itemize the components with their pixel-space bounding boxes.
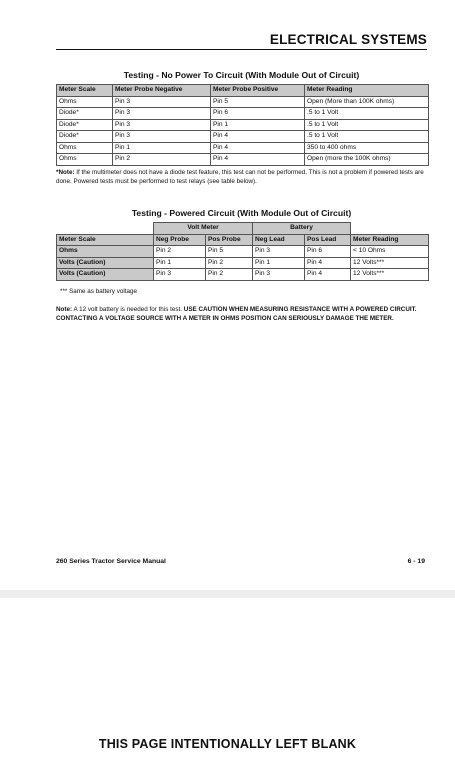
note-text: If the multimeter does not have a diode test feature, this test can not be performed. This is not a problem if powered tests are done. Powered tests must be performed to test relays (see table below). xyxy=(56,169,424,185)
table-group-row xyxy=(57,223,429,235)
table-cell: Pin 1 xyxy=(113,142,211,154)
table-cell: Pin 2 xyxy=(154,246,206,258)
column-header: Neg Lead xyxy=(253,234,305,246)
table-cell: Ohms xyxy=(57,142,113,154)
table-cell: Volts (Caution) xyxy=(57,269,154,281)
powered-test-table xyxy=(56,222,429,281)
table-row xyxy=(57,96,429,108)
caution-note xyxy=(56,306,427,323)
table-cell: Diode* xyxy=(57,108,113,120)
table-cell: Pin 4 xyxy=(305,257,351,269)
table-cell: Pin 3 xyxy=(113,108,211,120)
table-row xyxy=(57,119,429,131)
table-row xyxy=(57,142,429,154)
table-cell: Pin 3 xyxy=(253,269,305,281)
table-cell: Ohms xyxy=(57,246,154,258)
table-cell: .5 to 1 Volt xyxy=(305,108,429,120)
column-header: Meter Reading xyxy=(351,234,429,246)
table-cell: Ohms xyxy=(57,96,113,108)
table-cell: 12 Volts*** xyxy=(351,257,429,269)
column-header: Meter Scale xyxy=(57,85,113,97)
diode-test-note xyxy=(56,169,427,186)
column-header: Pos Lead xyxy=(305,234,351,246)
table-row xyxy=(57,246,429,258)
table-cell: Pin 2 xyxy=(206,257,253,269)
blank-page xyxy=(0,598,455,768)
table-cell: Volts (Caution) xyxy=(57,257,154,269)
table-cell: Pin 4 xyxy=(211,131,305,143)
table-cell: Pin 3 xyxy=(113,131,211,143)
table-cell: Pin 5 xyxy=(206,246,253,258)
table-header-row xyxy=(57,234,429,246)
group-header-battery: Battery xyxy=(253,223,351,235)
table2-title: Testing - Powered Circuit (With Module Out of Circuit) xyxy=(131,208,352,218)
table-cell: Ohms xyxy=(57,154,113,166)
blank-page-message: THIS PAGE INTENTIONALLY LEFT BLANK xyxy=(98,737,357,751)
table-header-row xyxy=(57,85,429,97)
no-power-test-table xyxy=(56,84,429,166)
note-label: Note: xyxy=(56,306,73,313)
table-cell: Open (More than 100K ohms) xyxy=(305,96,429,108)
table-cell: Pin 2 xyxy=(206,269,253,281)
table-cell: Pin 4 xyxy=(305,269,351,281)
column-header: Meter Reading xyxy=(305,85,429,97)
table1-title: Testing - No Power To Circuit (With Module Out of Circuit) xyxy=(123,70,360,80)
table-cell: .5 to 1 Volt xyxy=(305,131,429,143)
table-cell: .5 to 1 Volt xyxy=(305,119,429,131)
table-cell: Open (more the 100K ohms) xyxy=(305,154,429,166)
table-cell: Pin 1 xyxy=(253,257,305,269)
table-cell: Pin 2 xyxy=(113,154,211,166)
table-cell: < 10 Ohms xyxy=(351,246,429,258)
table-cell: Pin 1 xyxy=(211,119,305,131)
table-cell: Pin 3 xyxy=(253,246,305,258)
table-row xyxy=(57,269,429,281)
column-header: Meter Scale xyxy=(57,234,154,246)
table-row xyxy=(57,154,429,166)
table-cell: 12 Volts*** xyxy=(351,269,429,281)
manual-title-footer: 260 Series Tractor Service Manual xyxy=(56,558,166,565)
table-cell: Pin 3 xyxy=(113,119,211,131)
table-cell: Pin 4 xyxy=(211,154,305,166)
battery-voltage-footnote: *** Same as battery voltage xyxy=(60,288,138,295)
caution-text: USE CAUTION WHEN MEASURING RESISTANCE WITH A POWERED CIRCUIT. CONTACTING A VOLTAGE SOURCE WITH A METER IN OHMS POSITION CAN SERIOUSLY DAMAGE THE METER. xyxy=(56,306,417,322)
table-cell: Diode* xyxy=(57,131,113,143)
table-cell: Pin 3 xyxy=(113,96,211,108)
table-cell: Pin 3 xyxy=(154,269,206,281)
table-row xyxy=(57,108,429,120)
table-row xyxy=(57,131,429,143)
table-cell: Pin 1 xyxy=(154,257,206,269)
table-row xyxy=(57,257,429,269)
table-cell: Pin 6 xyxy=(305,246,351,258)
note-text: A 12 volt battery is needed for this test. xyxy=(72,306,184,313)
page-number: 6 - 19 xyxy=(407,558,425,565)
column-header: Pos Probe xyxy=(206,234,253,246)
table-cell: Pin 4 xyxy=(211,142,305,154)
group-header-volt-meter: Volt Meter xyxy=(154,223,253,235)
table-cell: Pin 6 xyxy=(211,108,305,120)
note-label: *Note: xyxy=(56,169,75,176)
column-header: Neg Probe xyxy=(154,234,206,246)
column-header: Meter Probe Positive xyxy=(211,85,305,97)
table-cell: Pin 5 xyxy=(211,96,305,108)
page-header xyxy=(56,32,427,50)
column-header: Meter Probe Negative xyxy=(113,85,211,97)
table-cell: 350 to 400 ohms xyxy=(305,142,429,154)
section-heading: ELECTRICAL SYSTEMS xyxy=(269,32,427,47)
table-cell: Diode* xyxy=(57,119,113,131)
